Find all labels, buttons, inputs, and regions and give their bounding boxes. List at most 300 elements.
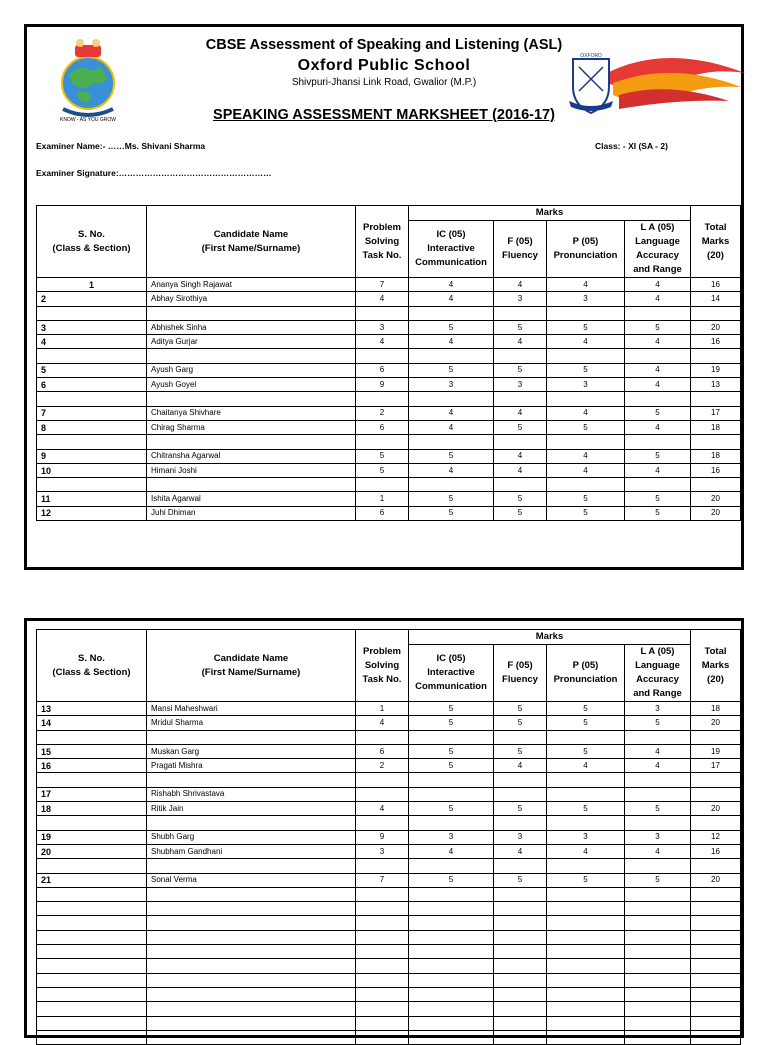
blank-cell	[37, 816, 147, 830]
total-mark: 20	[691, 320, 741, 334]
candidate-name: Ishita Agarwal	[147, 492, 356, 506]
blank-cell	[625, 816, 691, 830]
ic-mark: 5	[409, 492, 494, 506]
task-number: 3	[356, 320, 409, 334]
header-text: (First Name/Surname)	[201, 666, 301, 678]
blank-cell	[409, 987, 494, 1001]
serial-number: 21	[37, 873, 147, 887]
table-row	[37, 492, 741, 506]
blank-cell	[547, 392, 625, 406]
blank-cell	[409, 973, 494, 987]
serial-number: 15	[37, 744, 147, 758]
blank-cell	[625, 902, 691, 916]
blank-cell	[147, 1002, 356, 1016]
task-number: 3	[356, 844, 409, 858]
blank-cell	[37, 902, 147, 916]
blank-cell	[547, 945, 625, 959]
blank-cell	[356, 945, 409, 959]
blank-cell	[691, 306, 741, 320]
header-text: Problem	[362, 645, 401, 657]
total-mark: 16	[691, 844, 741, 858]
la-mark: 5	[625, 716, 691, 730]
header-text: Language	[635, 660, 680, 671]
blank-cell	[147, 902, 356, 916]
total-mark: 16	[691, 335, 741, 349]
blank-cell	[356, 1030, 409, 1044]
header-text: and Range	[633, 688, 682, 699]
blank-cell	[691, 902, 741, 916]
la-mark: 4	[625, 844, 691, 858]
blank-cell	[494, 349, 547, 363]
ic-mark: 3	[409, 378, 494, 392]
total-mark: 16	[691, 278, 741, 292]
blank-row	[37, 859, 741, 873]
serial-number: 8	[37, 420, 147, 434]
la-mark: 4	[625, 278, 691, 292]
blank-cell	[625, 1016, 691, 1030]
header-text: Marks	[535, 631, 564, 642]
candidate-name: Mansi Maheshwari	[147, 702, 356, 716]
table-row	[37, 802, 741, 816]
header-text: IC (05)	[436, 229, 466, 240]
total-mark: 18	[691, 702, 741, 716]
blank-cell	[37, 916, 147, 930]
blank-cell	[547, 773, 625, 787]
examiner-signature: Examiner Signature:………………………………………………	[36, 168, 272, 178]
blank-cell	[494, 973, 547, 987]
blank-cell	[409, 1016, 494, 1030]
blank-row	[37, 478, 741, 492]
serial-number: 16	[37, 759, 147, 773]
marksheet-page-2	[24, 618, 744, 1038]
col-total-header	[691, 206, 741, 278]
total-mark	[691, 787, 741, 801]
la-mark: 4	[625, 363, 691, 377]
header-text: S. No.	[78, 228, 105, 240]
la-mark: 4	[625, 759, 691, 773]
la-mark: 4	[625, 463, 691, 477]
blank-cell	[356, 306, 409, 320]
serial-number: 2	[37, 292, 147, 306]
col-task-header	[356, 206, 409, 278]
blank-cell	[547, 916, 625, 930]
blank-cell	[356, 930, 409, 944]
candidate-name: Ananya Singh Rajawat	[147, 278, 356, 292]
ic-mark: 4	[409, 420, 494, 434]
serial-number: 13	[37, 702, 147, 716]
candidate-name: Ayush Garg	[147, 363, 356, 377]
blank-cell	[691, 349, 741, 363]
pronunciation-mark: 5	[547, 420, 625, 434]
blank-cell	[409, 478, 494, 492]
serial-number: 7	[37, 406, 147, 420]
blank-row	[37, 730, 741, 744]
ic-mark: 5	[409, 802, 494, 816]
ic-mark: 4	[409, 463, 494, 477]
blank-cell	[547, 987, 625, 1001]
blank-cell	[494, 1030, 547, 1044]
total-mark: 17	[691, 406, 741, 420]
blank-cell	[547, 306, 625, 320]
table-row	[37, 320, 741, 334]
table-row	[37, 378, 741, 392]
blank-cell	[494, 1016, 547, 1030]
header-text: Communication	[415, 257, 487, 268]
serial-number: 11	[37, 492, 147, 506]
pronunciation-mark: 5	[547, 802, 625, 816]
candidate-name: Muskan Garg	[147, 744, 356, 758]
table-row	[37, 506, 741, 520]
blank-row	[37, 930, 741, 944]
blank-cell	[494, 435, 547, 449]
col-marks-header	[409, 630, 691, 645]
blank-cell	[494, 902, 547, 916]
ic-mark: 4	[409, 406, 494, 420]
blank-cell	[494, 987, 547, 1001]
col-sno-header	[37, 630, 147, 702]
ic-mark: 4	[409, 292, 494, 306]
fluency-mark: 4	[494, 335, 547, 349]
blank-cell	[494, 916, 547, 930]
blank-cell	[356, 959, 409, 973]
blank-cell	[356, 392, 409, 406]
blank-cell	[409, 930, 494, 944]
fluency-mark: 5	[494, 363, 547, 377]
blank-cell	[409, 816, 494, 830]
blank-cell	[547, 973, 625, 987]
oxford-crest-logo-icon	[567, 51, 745, 117]
pronunciation-mark: 5	[547, 506, 625, 520]
task-number: 6	[356, 363, 409, 377]
candidate-name: Rishabh Shrivastava	[147, 787, 356, 801]
header-text: IC (05)	[436, 653, 466, 664]
col-ic-header	[409, 645, 494, 702]
blank-cell	[547, 730, 625, 744]
ic-mark: 5	[409, 320, 494, 334]
fluency-mark: 4	[494, 278, 547, 292]
col-la-header	[625, 221, 691, 278]
task-number	[356, 787, 409, 801]
blank-cell	[547, 930, 625, 944]
task-number: 7	[356, 873, 409, 887]
blank-cell	[37, 1002, 147, 1016]
blank-cell	[625, 930, 691, 944]
blank-cell	[547, 887, 625, 901]
blank-cell	[37, 773, 147, 787]
table-row	[37, 363, 741, 377]
blank-cell	[409, 730, 494, 744]
blank-cell	[625, 1030, 691, 1044]
school-name: Oxford Public School	[297, 57, 471, 74]
header-text: S. No.	[78, 652, 105, 664]
fluency-mark: 5	[494, 506, 547, 520]
header-text: Marks	[701, 659, 730, 671]
blank-cell	[494, 859, 547, 873]
blank-row	[37, 306, 741, 320]
total-mark: 19	[691, 363, 741, 377]
blank-cell	[494, 959, 547, 973]
la-mark: 5	[625, 406, 691, 420]
task-number: 6	[356, 420, 409, 434]
blank-cell	[409, 887, 494, 901]
sheet-title: SPEAKING ASSESSMENT MARKSHEET (2016-17)	[213, 107, 555, 123]
col-marks-header	[409, 206, 691, 221]
serial-number: 17	[37, 787, 147, 801]
blank-cell	[356, 435, 409, 449]
blank-cell	[147, 730, 356, 744]
col-la-header	[625, 645, 691, 702]
ic-mark: 5	[409, 744, 494, 758]
right-logo-caption: OXFORD	[580, 53, 602, 59]
fluency-mark: 4	[494, 406, 547, 420]
blank-cell	[147, 930, 356, 944]
header-text: Marks	[701, 235, 730, 247]
table-row	[37, 449, 741, 463]
blank-cell	[494, 887, 547, 901]
blank-cell	[691, 930, 741, 944]
task-number: 1	[356, 702, 409, 716]
la-mark: 5	[625, 873, 691, 887]
blank-row	[37, 816, 741, 830]
blank-row	[37, 1016, 741, 1030]
col-f-header	[494, 221, 547, 278]
total-mark: 18	[691, 420, 741, 434]
fluency-mark: 5	[494, 320, 547, 334]
pronunciation-mark: 4	[547, 335, 625, 349]
col-name-header	[147, 206, 356, 278]
total-mark: 18	[691, 449, 741, 463]
blank-cell	[691, 773, 741, 787]
blank-cell	[356, 887, 409, 901]
blank-cell	[691, 1002, 741, 1016]
header-text: Solving	[364, 659, 400, 671]
header-text: Total	[704, 221, 727, 233]
marksheet-page-1	[24, 24, 744, 570]
header-text: and Range	[633, 264, 682, 275]
ic-mark: 5	[409, 702, 494, 716]
table-row	[37, 463, 741, 477]
blank-cell	[691, 945, 741, 959]
pronunciation-mark: 4	[547, 463, 625, 477]
table-row	[37, 292, 741, 306]
candidate-name: Aditya Gurjar	[147, 335, 356, 349]
task-number: 6	[356, 744, 409, 758]
blank-row	[37, 887, 741, 901]
fluency-mark: 5	[494, 702, 547, 716]
blank-cell	[547, 1030, 625, 1044]
header-text: (20)	[707, 249, 724, 261]
blank-row	[37, 1002, 741, 1016]
blank-cell	[147, 349, 356, 363]
serial-number: 19	[37, 830, 147, 844]
header-text: Fluency	[502, 250, 538, 261]
table-row	[37, 406, 741, 420]
task-number: 2	[356, 406, 409, 420]
blank-cell	[547, 478, 625, 492]
pronunciation-mark: 3	[547, 830, 625, 844]
blank-cell	[356, 902, 409, 916]
blank-cell	[625, 306, 691, 320]
candidate-name: Pragati Mishra	[147, 759, 356, 773]
total-mark: 19	[691, 744, 741, 758]
header-text: L A (05)	[640, 646, 675, 657]
blank-cell	[547, 816, 625, 830]
pronunciation-mark: 5	[547, 873, 625, 887]
pronunciation-mark: 4	[547, 844, 625, 858]
table-row	[37, 335, 741, 349]
blank-cell	[625, 987, 691, 1001]
blank-cell	[494, 1002, 547, 1016]
blank-cell	[494, 773, 547, 787]
header-text: Solving	[364, 235, 400, 247]
blank-cell	[147, 1030, 356, 1044]
blank-cell	[37, 478, 147, 492]
total-mark: 13	[691, 378, 741, 392]
task-number: 1	[356, 492, 409, 506]
fluency-mark: 3	[494, 830, 547, 844]
blank-cell	[547, 349, 625, 363]
candidate-name: Shubham Gandhani	[147, 844, 356, 858]
blank-cell	[147, 306, 356, 320]
blank-cell	[37, 930, 147, 944]
blank-cell	[37, 945, 147, 959]
blank-cell	[356, 816, 409, 830]
fluency-mark: 5	[494, 492, 547, 506]
pronunciation-mark: 3	[547, 292, 625, 306]
blank-cell	[494, 945, 547, 959]
blank-cell	[547, 1002, 625, 1016]
serial-number: 3	[37, 320, 147, 334]
header-text: Candidate Name	[213, 228, 289, 240]
total-mark: 14	[691, 292, 741, 306]
blank-cell	[691, 959, 741, 973]
header-text: L A (05)	[640, 222, 675, 233]
blank-cell	[37, 973, 147, 987]
school-address: Shivpuri-Jhansi Link Road, Gwalior (M.P.)	[291, 77, 477, 88]
table-row	[37, 702, 741, 716]
blank-row	[37, 1030, 741, 1044]
blank-cell	[691, 916, 741, 930]
blank-cell	[625, 887, 691, 901]
blank-cell	[691, 987, 741, 1001]
total-mark: 20	[691, 506, 741, 520]
header-text: Marks	[535, 207, 564, 218]
candidate-name: Abhishek Sinha	[147, 320, 356, 334]
blank-row	[37, 959, 741, 973]
blank-cell	[625, 945, 691, 959]
total-mark: 16	[691, 463, 741, 477]
candidate-name: Shubh Garg	[147, 830, 356, 844]
blank-cell	[409, 773, 494, 787]
blank-cell	[356, 730, 409, 744]
la-mark: 4	[625, 378, 691, 392]
blank-cell	[625, 392, 691, 406]
blank-cell	[691, 973, 741, 987]
blank-cell	[625, 959, 691, 973]
blank-row	[37, 973, 741, 987]
task-number: 9	[356, 378, 409, 392]
col-name-header	[147, 630, 356, 702]
ic-mark: 4	[409, 844, 494, 858]
header-text: Pronunciation	[553, 250, 618, 261]
header-text: Interactive	[427, 667, 475, 678]
blank-cell	[409, 435, 494, 449]
serial-number: 14	[37, 716, 147, 730]
blank-cell	[547, 902, 625, 916]
table-header-row	[37, 630, 741, 645]
blank-cell	[356, 859, 409, 873]
la-mark: 5	[625, 802, 691, 816]
header-text: F (05)	[507, 236, 533, 247]
col-task-header	[356, 630, 409, 702]
task-number: 4	[356, 802, 409, 816]
blank-cell	[37, 887, 147, 901]
serial-number: 4	[37, 335, 147, 349]
header-text: Total	[704, 645, 727, 657]
blank-cell	[147, 435, 356, 449]
ic-mark: 3	[409, 830, 494, 844]
serial-number: 12	[37, 506, 147, 520]
blank-cell	[356, 1002, 409, 1016]
header-text: Task No.	[362, 249, 402, 261]
blank-cell	[625, 730, 691, 744]
blank-cell	[625, 973, 691, 987]
serial-number: 1	[37, 278, 147, 292]
blank-cell	[409, 959, 494, 973]
la-mark: 4	[625, 420, 691, 434]
table-row	[37, 873, 741, 887]
blank-cell	[691, 816, 741, 830]
ic-mark: 5	[409, 449, 494, 463]
blank-cell	[356, 916, 409, 930]
fluency-mark: 5	[494, 744, 547, 758]
blank-cell	[547, 1016, 625, 1030]
blank-row	[37, 773, 741, 787]
pronunciation-mark: 5	[547, 744, 625, 758]
total-mark: 12	[691, 830, 741, 844]
task-number: 9	[356, 830, 409, 844]
la-mark: 5	[625, 320, 691, 334]
pronunciation-mark: 4	[547, 406, 625, 420]
blank-row	[37, 945, 741, 959]
col-p-header	[547, 221, 625, 278]
ic-mark: 5	[409, 506, 494, 520]
la-mark: 4	[625, 744, 691, 758]
blank-cell	[147, 987, 356, 1001]
header-text: Candidate Name	[213, 652, 289, 664]
blank-cell	[409, 392, 494, 406]
candidate-name: Chirag Sharma	[147, 420, 356, 434]
pronunciation-mark: 5	[547, 492, 625, 506]
table-row	[37, 420, 741, 434]
serial-number: 10	[37, 463, 147, 477]
task-number: 4	[356, 292, 409, 306]
blank-cell	[37, 392, 147, 406]
la-mark: 4	[625, 292, 691, 306]
fluency-mark: 5	[494, 716, 547, 730]
task-number: 7	[356, 278, 409, 292]
la-mark: 4	[625, 335, 691, 349]
pronunciation-mark: 5	[547, 320, 625, 334]
table-row	[37, 830, 741, 844]
blank-cell	[37, 435, 147, 449]
serial-number: 18	[37, 802, 147, 816]
blank-cell	[625, 478, 691, 492]
fluency-mark: 3	[494, 378, 547, 392]
blank-row	[37, 987, 741, 1001]
col-f-header	[494, 645, 547, 702]
blank-cell	[691, 435, 741, 449]
